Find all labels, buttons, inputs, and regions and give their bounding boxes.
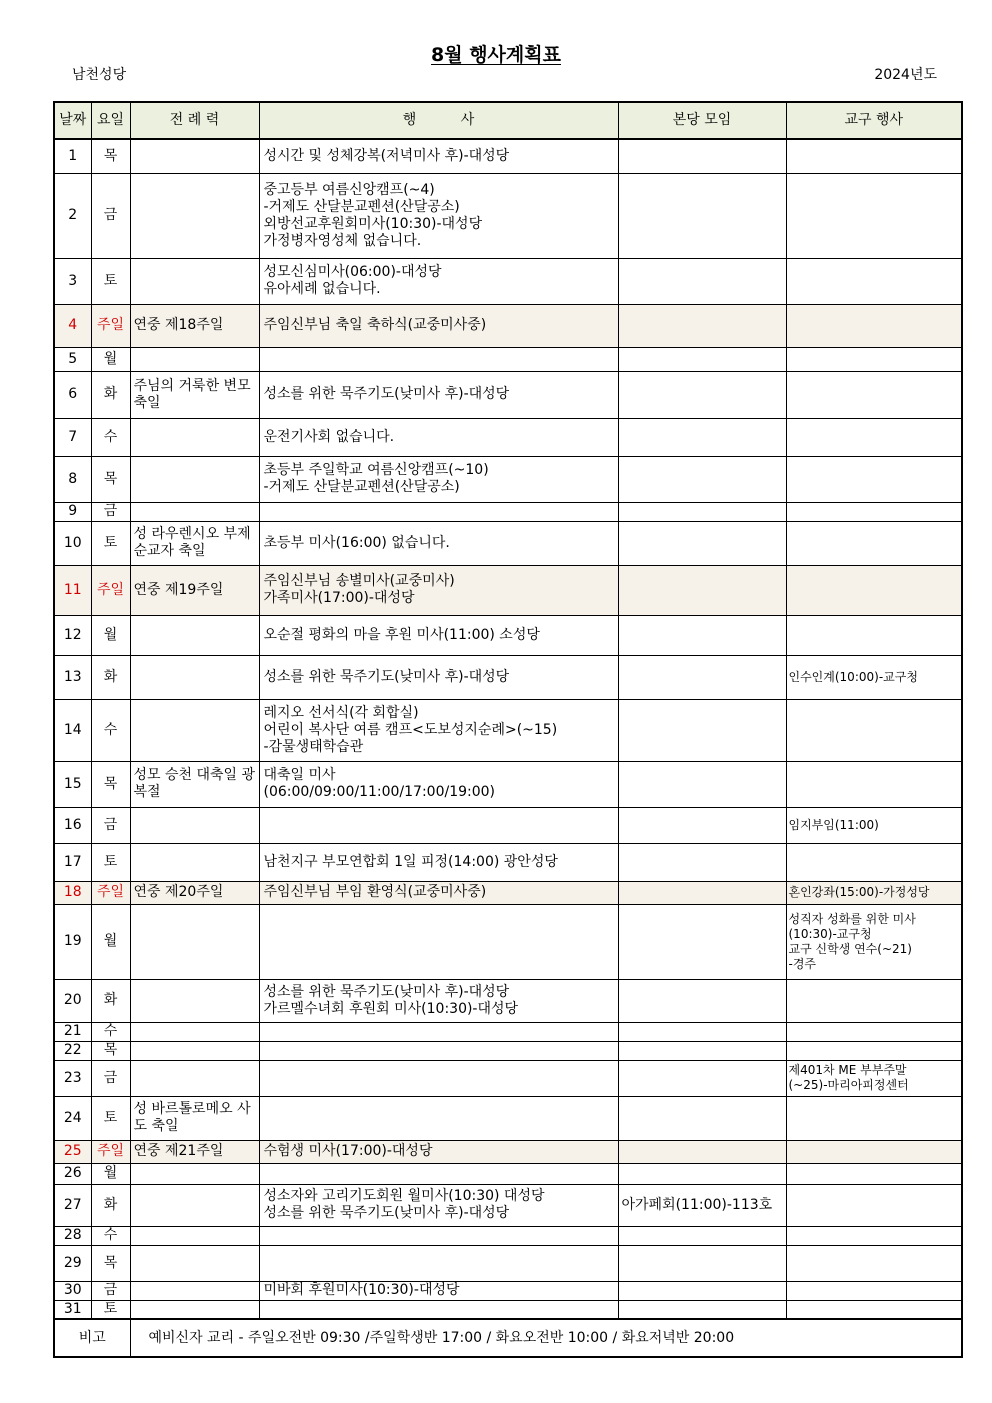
liturgy-cell <box>130 1300 259 1319</box>
events-cell <box>259 699 618 761</box>
date-cell: 4 <box>54 304 91 347</box>
diocese-cell <box>786 655 962 699</box>
day-cell: 토 <box>91 843 130 881</box>
events-cell <box>259 843 618 881</box>
diocese-cell <box>786 456 962 502</box>
events-cell <box>259 1184 618 1226</box>
liturgy-cell <box>130 807 259 843</box>
parish-meeting-cell <box>618 1245 786 1281</box>
diocese-cell <box>786 1163 962 1184</box>
events-cell <box>259 1281 618 1300</box>
date-cell: 25 <box>54 1140 91 1163</box>
liturgy-cell <box>130 347 259 371</box>
table-row <box>54 761 962 807</box>
events-cell-line: 주임신부님 부임 환영식(교중미사중) <box>263 884 487 900</box>
day-cell: 수 <box>91 418 130 456</box>
diocese-cell <box>786 699 962 761</box>
diocese-cell-line: 임지부임(11:00) <box>788 817 879 832</box>
date-cell: 23 <box>54 1060 91 1096</box>
header-events: 행 사 <box>259 102 618 139</box>
table-row <box>54 615 962 655</box>
parish-meeting-cell <box>618 761 786 807</box>
events-cell <box>259 173 618 258</box>
date-cell: 27 <box>54 1184 91 1226</box>
events-cell-line: 어린이 복사단 여름 캠프<도보성지순례>(~15) <box>263 721 558 738</box>
events-cell-line: 주임신부님 축일 축하식(교중미사중) <box>263 317 487 333</box>
diocese-cell <box>786 979 962 1022</box>
date-cell: 30 <box>54 1281 91 1300</box>
table-row <box>54 979 962 1022</box>
events-cell <box>259 139 618 173</box>
header-parish-meeting: 본당 모임 <box>618 102 786 139</box>
events-cell-line: 중고등부 여름신앙캠프(~4) <box>263 181 435 198</box>
liturgy-cell: 연중 제19주일 <box>130 565 259 615</box>
diocese-cell-line: 인수인계(10:00)-교구청 <box>788 669 918 684</box>
events-cell <box>259 1022 618 1041</box>
liturgy-cell <box>130 456 259 502</box>
events-cell-line: 성소를 위한 묵주기도(낮미사 후)-대성당 <box>263 668 510 685</box>
events-cell-line: 성소를 위한 묵주기도(낮미사 후)-대성당 <box>263 386 510 402</box>
table-row <box>54 1226 962 1245</box>
table-row <box>54 1281 962 1300</box>
date-cell: 5 <box>54 347 91 371</box>
diocese-cell-line: 제401차 ME 부부주말 <box>788 1063 907 1077</box>
diocese-cell <box>786 521 962 565</box>
parish-meeting-cell <box>618 1096 786 1140</box>
page-title: 8월 행사계획표 <box>431 44 561 66</box>
table-row <box>54 843 962 881</box>
diocese-cell-line: (10:30)-교구청 <box>788 926 872 941</box>
date-cell: 13 <box>54 655 91 699</box>
parish-meeting-cell <box>618 456 786 502</box>
liturgy-cell <box>130 1226 259 1245</box>
parish-meeting-cell <box>618 881 786 904</box>
diocese-cell <box>786 304 962 347</box>
table-row <box>54 565 962 615</box>
liturgy-cell: 성모 승천 대축일 광복절 <box>130 761 259 807</box>
parish-meeting-cell <box>618 502 786 521</box>
parish-meeting-cell <box>618 173 786 258</box>
table-row <box>54 371 962 418</box>
table-row <box>54 139 962 173</box>
date-cell: 1 <box>54 139 91 173</box>
events-cell-line: -거제도 산달분교펜션(산달공소) <box>263 198 460 215</box>
events-cell-line: 오순절 평화의 마을 후원 미사(11:00) 소성당 <box>263 626 540 643</box>
parish-meeting-cell <box>618 699 786 761</box>
date-cell: 28 <box>54 1226 91 1245</box>
diocese-cell <box>786 418 962 456</box>
schedule-table <box>53 101 963 1358</box>
day-cell: 월 <box>91 904 130 979</box>
events-cell-line: (06:00/09:00/11:00/17:00/19:00) <box>263 784 496 800</box>
diocese-cell <box>786 1022 962 1041</box>
parish-meeting-cell <box>618 1140 786 1163</box>
date-cell: 26 <box>54 1163 91 1184</box>
date-cell: 29 <box>54 1245 91 1281</box>
table-row <box>54 418 962 456</box>
diocese-cell <box>786 881 962 904</box>
events-cell <box>259 418 618 456</box>
table-row <box>54 304 962 347</box>
table-row <box>54 1163 962 1184</box>
liturgy-cell: 연중 제18주일 <box>130 304 259 347</box>
header-liturgy: 전 례 력 <box>130 102 259 139</box>
date-cell: 2 <box>54 173 91 258</box>
day-cell: 금 <box>91 807 130 843</box>
day-cell: 금 <box>91 502 130 521</box>
events-cell <box>259 456 618 502</box>
date-cell: 19 <box>54 904 91 979</box>
header-date: 날짜 <box>54 102 91 139</box>
diocese-cell <box>786 258 962 304</box>
diocese-cell <box>786 1300 962 1319</box>
events-cell <box>259 521 618 565</box>
events-cell-line: 성모신심미사(06:00)-대성당 <box>263 264 442 280</box>
day-cell: 토 <box>91 258 130 304</box>
day-cell: 화 <box>91 655 130 699</box>
day-cell: 금 <box>91 1281 130 1300</box>
day-cell: 금 <box>91 173 130 258</box>
table-row <box>54 347 962 371</box>
liturgy-cell <box>130 173 259 258</box>
footer-row <box>54 1319 962 1357</box>
day-cell: 목 <box>91 139 130 173</box>
table-row <box>54 1184 962 1226</box>
date-cell: 16 <box>54 807 91 843</box>
date-cell: 11 <box>54 565 91 615</box>
date-cell: 31 <box>54 1300 91 1319</box>
events-cell-line: 미바회 후원미사(10:30)-대성당 <box>263 1282 460 1298</box>
date-cell: 7 <box>54 418 91 456</box>
day-cell: 토 <box>91 1300 130 1319</box>
table-row <box>54 1140 962 1163</box>
table-row <box>54 1041 962 1060</box>
events-cell-line: 가르멜수녀회 후원회 미사(10:30)-대성당 <box>263 1000 519 1017</box>
table-row <box>54 456 962 502</box>
day-cell: 월 <box>91 615 130 655</box>
day-cell: 토 <box>91 521 130 565</box>
table-row <box>54 521 962 565</box>
liturgy-cell: 성 라우렌시오 부제 순교자 축일 <box>130 521 259 565</box>
liturgy-cell <box>130 1281 259 1300</box>
diocese-cell <box>786 807 962 843</box>
day-cell: 목 <box>91 1245 130 1281</box>
parish-meeting-cell <box>618 418 786 456</box>
events-cell <box>259 258 618 304</box>
liturgy-cell <box>130 1022 259 1041</box>
liturgy-cell <box>130 1245 259 1281</box>
events-cell-line: 레지오 선서식(각 회합실) <box>263 704 419 721</box>
parish-meeting-cell <box>618 1060 786 1096</box>
date-cell: 3 <box>54 258 91 304</box>
diocese-cell <box>786 1140 962 1163</box>
day-cell: 수 <box>91 1022 130 1041</box>
day-cell: 화 <box>91 979 130 1022</box>
events-cell-line: 외방선교후원회미사(10:30)-대성당 <box>263 215 483 232</box>
events-cell <box>259 1060 618 1096</box>
table-row <box>54 173 962 258</box>
diocese-cell <box>786 1060 962 1096</box>
liturgy-cell <box>130 843 259 881</box>
date-cell: 21 <box>54 1022 91 1041</box>
events-cell-line: -거제도 산달분교펜션(산달공소) <box>263 479 460 495</box>
header-day: 요일 <box>91 102 130 139</box>
diocese-cell <box>786 843 962 881</box>
events-cell <box>259 1226 618 1245</box>
diocese-cell <box>786 347 962 371</box>
diocese-cell <box>786 139 962 173</box>
parish-meeting-cell <box>618 1226 786 1245</box>
parish-meeting-cell <box>618 1041 786 1060</box>
parish-meeting-cell <box>618 904 786 979</box>
date-cell: 10 <box>54 521 91 565</box>
day-cell: 목 <box>91 761 130 807</box>
table-row <box>54 1060 962 1096</box>
date-cell: 15 <box>54 761 91 807</box>
parish-meeting-cell <box>618 1163 786 1184</box>
liturgy-cell: 연중 제20주일 <box>130 881 259 904</box>
parish-name: 남천성당 <box>72 67 127 83</box>
schedule-body <box>54 139 962 1319</box>
day-cell: 주일 <box>91 1140 130 1163</box>
diocese-cell <box>786 1226 962 1245</box>
events-cell <box>259 655 618 699</box>
day-cell: 화 <box>91 1184 130 1226</box>
day-cell: 수 <box>91 699 130 761</box>
liturgy-cell <box>130 258 259 304</box>
table-row <box>54 881 962 904</box>
diocese-cell <box>786 502 962 521</box>
diocese-cell-line: 성직자 성화를 위한 미사 <box>788 911 916 926</box>
parish-meeting-cell <box>618 655 786 699</box>
footer-label: 비고 <box>54 1319 130 1357</box>
parish-meeting-cell <box>618 304 786 347</box>
parish-meeting-cell <box>618 807 786 843</box>
diocese-cell-line: (~25)-마리아피정센터 <box>788 1078 909 1092</box>
liturgy-cell <box>130 655 259 699</box>
events-cell <box>259 371 618 418</box>
diocese-cell <box>786 1184 962 1226</box>
date-cell: 18 <box>54 881 91 904</box>
parish-meeting-cell <box>618 843 786 881</box>
events-cell-line: 주임신부님 송별미사(교중미사) <box>263 573 455 589</box>
table-row <box>54 1096 962 1140</box>
date-cell: 17 <box>54 843 91 881</box>
day-cell: 주일 <box>91 881 130 904</box>
table-row <box>54 904 962 979</box>
date-cell: 24 <box>54 1096 91 1140</box>
events-cell <box>259 565 618 615</box>
diocese-cell <box>786 1096 962 1140</box>
diocese-cell <box>786 1245 962 1281</box>
liturgy-cell <box>130 502 259 521</box>
events-cell-line: 수험생 미사(17:00)-대성당 <box>263 1143 433 1159</box>
parish-meeting-cell <box>618 1022 786 1041</box>
events-cell-line: 가족미사(17:00)-대성당 <box>263 590 415 606</box>
date-cell: 9 <box>54 502 91 521</box>
table-row <box>54 699 962 761</box>
events-cell-line: 초등부 주일학교 여름신앙캠프(~10) <box>263 462 489 478</box>
day-cell: 주일 <box>91 304 130 347</box>
events-cell <box>259 502 618 521</box>
diocese-cell <box>786 1281 962 1300</box>
liturgy-cell <box>130 418 259 456</box>
date-cell: 12 <box>54 615 91 655</box>
events-cell-line: 성소를 위한 묵주기도(낮미사 후)-대성당 <box>263 983 510 1000</box>
events-cell-line: 유아세례 없습니다. <box>263 281 381 297</box>
liturgy-cell: 주님의 거룩한 변모 축일 <box>130 371 259 418</box>
day-cell: 토 <box>91 1096 130 1140</box>
parish-meeting-cell <box>618 1300 786 1319</box>
events-cell <box>259 347 618 371</box>
year-label: 2024년도 <box>874 67 937 83</box>
liturgy-cell <box>130 979 259 1022</box>
liturgy-cell <box>130 1060 259 1096</box>
events-cell-line: 가정병자영성체 없습니다. <box>263 232 422 249</box>
header-row <box>54 102 962 139</box>
diocese-cell <box>786 1041 962 1060</box>
parish-meeting-cell <box>618 1281 786 1300</box>
diocese-cell <box>786 371 962 418</box>
events-cell-line: -감물생태학습관 <box>263 738 364 755</box>
liturgy-cell <box>130 139 259 173</box>
parish-meeting-cell <box>618 139 786 173</box>
parish-meeting-cell <box>618 615 786 655</box>
events-cell-line: 대축일 미사 <box>263 767 336 783</box>
liturgy-cell <box>130 615 259 655</box>
diocese-cell-line: 교구 신학생 연수(~21) <box>788 941 912 956</box>
parish-meeting-cell: 아가페회(11:00)-113호 <box>618 1184 786 1226</box>
diocese-cell <box>786 173 962 258</box>
diocese-cell <box>786 565 962 615</box>
table-row <box>54 258 962 304</box>
day-cell: 목 <box>91 1041 130 1060</box>
liturgy-cell <box>130 699 259 761</box>
diocese-cell <box>786 904 962 979</box>
events-cell <box>259 615 618 655</box>
events-cell <box>259 761 618 807</box>
date-cell: 14 <box>54 699 91 761</box>
events-cell <box>259 304 618 347</box>
date-cell: 6 <box>54 371 91 418</box>
events-cell <box>259 1163 618 1184</box>
day-cell: 금 <box>91 1060 130 1096</box>
header-diocese: 교구 행사 <box>786 102 962 139</box>
day-cell: 목 <box>91 456 130 502</box>
table-row <box>54 1300 962 1319</box>
events-cell <box>259 1041 618 1060</box>
events-cell <box>259 979 618 1022</box>
day-cell: 화 <box>91 371 130 418</box>
day-cell: 월 <box>91 347 130 371</box>
events-cell-line: 성시간 및 성체강복(저녁미사 후)-대성당 <box>263 147 510 164</box>
parish-meeting-cell <box>618 347 786 371</box>
table-row <box>54 502 962 521</box>
table-row <box>54 1022 962 1041</box>
liturgy-cell <box>130 1163 259 1184</box>
date-cell: 20 <box>54 979 91 1022</box>
events-cell <box>259 1140 618 1163</box>
events-cell-line: 남천지구 부모연합회 1일 피정(14:00) 광안성당 <box>263 853 558 870</box>
parish-meeting-cell <box>618 371 786 418</box>
events-cell <box>259 881 618 904</box>
events-cell-line: 성소자와 고리기도회원 월미사(10:30) 대성당 <box>263 1188 545 1204</box>
liturgy-cell: 연중 제21주일 <box>130 1140 259 1163</box>
liturgy-cell <box>130 1184 259 1226</box>
diocese-cell-line: 혼인강좌(15:00)-가정성당 <box>788 885 930 899</box>
events-cell <box>259 1300 618 1319</box>
day-cell: 주일 <box>91 565 130 615</box>
liturgy-cell <box>130 904 259 979</box>
parish-meeting-cell <box>618 565 786 615</box>
parish-meeting-cell <box>618 521 786 565</box>
table-row <box>54 807 962 843</box>
diocese-cell <box>786 761 962 807</box>
parish-meeting-cell <box>618 258 786 304</box>
table-row <box>54 1245 962 1281</box>
events-cell-line: 성소를 위한 묵주기도(낮미사 후)-대성당 <box>263 1205 510 1221</box>
table-row <box>54 655 962 699</box>
events-cell <box>259 807 618 843</box>
liturgy-cell <box>130 1041 259 1060</box>
day-cell: 월 <box>91 1163 130 1184</box>
events-cell-line: 초등부 미사(16:00) 없습니다. <box>263 534 450 551</box>
diocese-cell <box>786 615 962 655</box>
date-cell: 8 <box>54 456 91 502</box>
day-cell: 수 <box>91 1226 130 1245</box>
events-cell-line: 운전기사회 없습니다. <box>263 428 395 445</box>
parish-meeting-cell <box>618 979 786 1022</box>
footer-text: 예비신자 교리 - 주일오전반 09:30 /주일학생반 17:00 / 화요오전반 10:00 / 화요저녁반 20:00 <box>130 1319 962 1357</box>
date-cell: 22 <box>54 1041 91 1060</box>
liturgy-cell: 성 바르톨로메오 사도 축일 <box>130 1096 259 1140</box>
events-cell <box>259 1096 618 1140</box>
diocese-cell-line: -경주 <box>788 956 817 971</box>
events-cell <box>259 904 618 979</box>
events-cell <box>259 1245 618 1281</box>
